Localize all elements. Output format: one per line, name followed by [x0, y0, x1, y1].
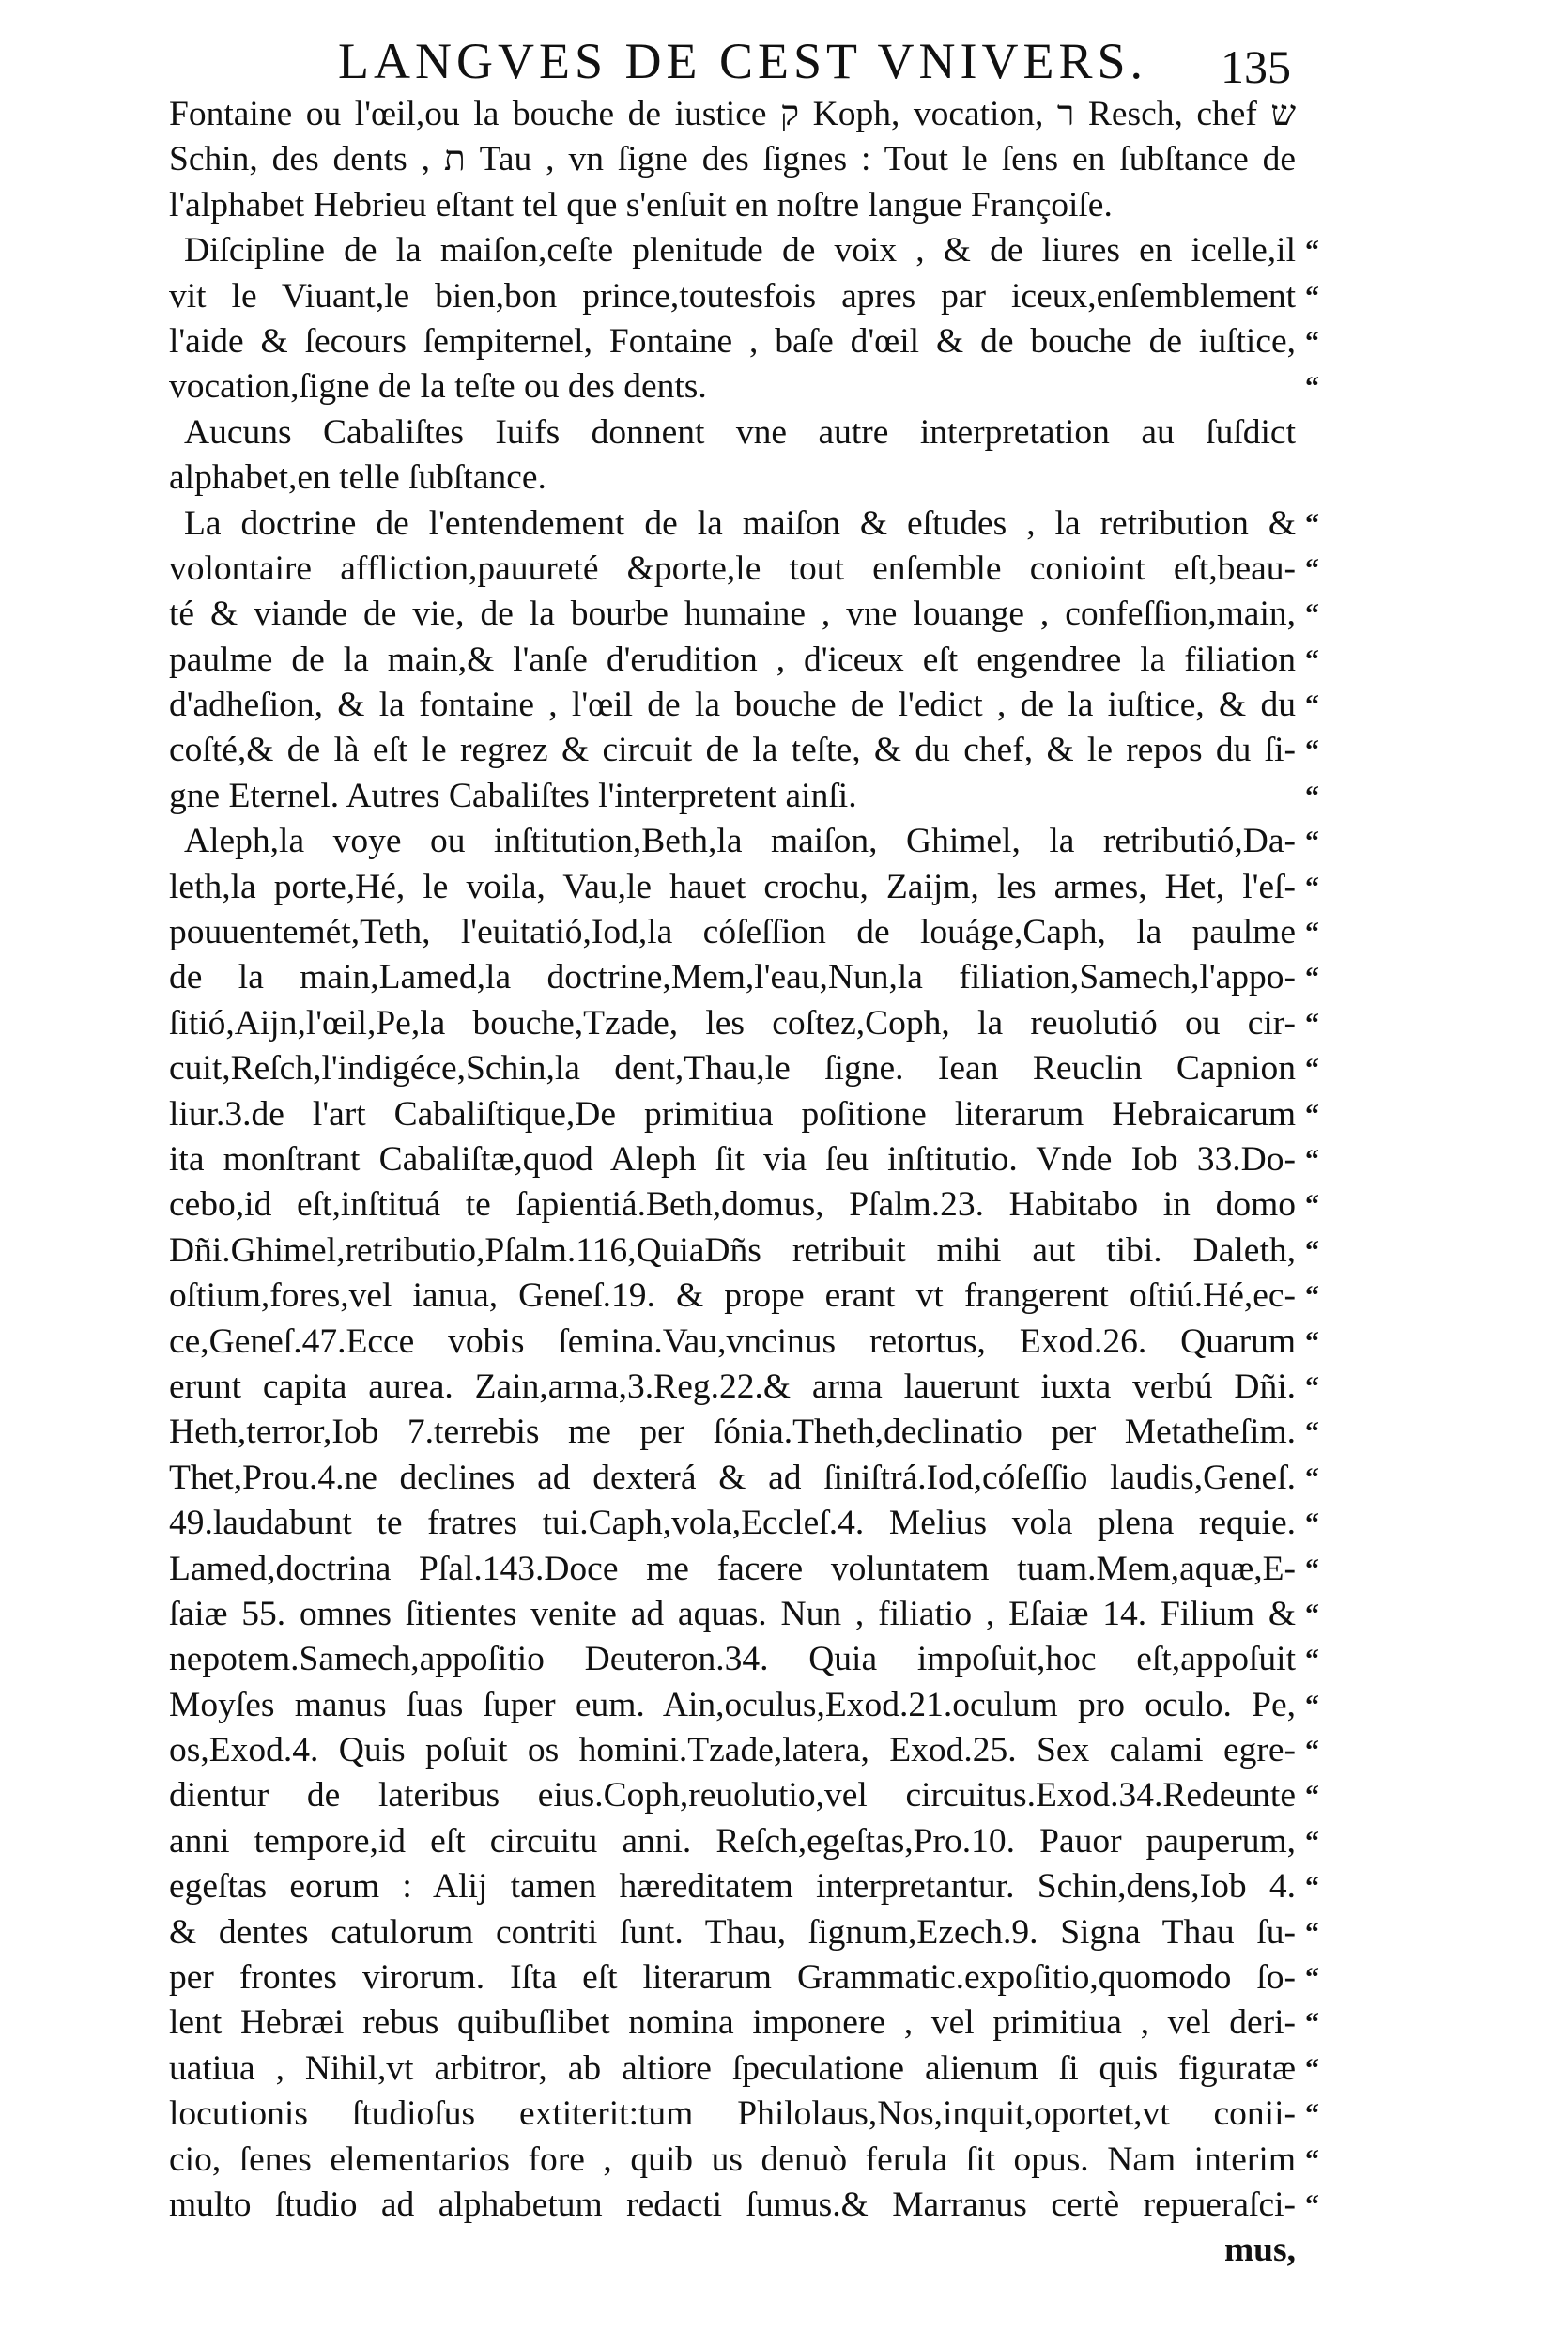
line-text: La doctrine de l'entendement de la maiſon & eſtudes , la retribution &: [184, 503, 1296, 543]
quotation-marker: “: [1305, 2052, 1319, 2084]
quotation-marker: “: [1305, 1825, 1319, 1857]
quotation-marker: “: [1305, 962, 1319, 994]
body-text: [169, 92, 1319, 2274]
quotation-marker: “: [1305, 371, 1319, 403]
quotation-marker: “: [1305, 598, 1319, 630]
line-text: os,Exod.4. Quis poſuit os homini.Tzade,latera, Exod.25. Sex calami egre-: [169, 1731, 1296, 1770]
text-line: [169, 1637, 1319, 1682]
text-line: [169, 1274, 1319, 1319]
quotation-marker: “: [1305, 1780, 1319, 1812]
line-text: ce,Geneſ.47.Ecce vobis ſemina.Vau,vncinus retortus, Exod.26. Quarum: [169, 1321, 1296, 1361]
quotation-marker: “: [1305, 1098, 1319, 1130]
quotation-marker: “: [1305, 1916, 1319, 1948]
line-text: té & viande de vie, de la bourbe humaine , vne louange , confeſſion,main,: [169, 595, 1296, 634]
text-line: [169, 1228, 1319, 1274]
text-line: [169, 2000, 1319, 2046]
text-line: [169, 2047, 1319, 2092]
quotation-marker: “: [1305, 689, 1319, 721]
line-text: Thet,Prou.4.ne declines ad dexterá & ad ſiniſtrá.Iod,cóſeſſio laudis,Geneſ.: [169, 1458, 1296, 1497]
line-text: volontaire affliction,pauureté &porte,le tout enſemble conioint eſt,beau-: [169, 548, 1296, 588]
quotation-marker: “: [1305, 1007, 1319, 1039]
line-text: per frontes virorum. Iſta eſt literarum Grammatic.expoſitio,quomodo ſo-: [169, 1958, 1296, 1998]
quotation-marker: “: [1305, 1689, 1319, 1721]
line-text: cebo,id eſt,inſtituá te ſapientiá.Beth,domus, Pſalm.23. Habitabo in domo: [169, 1185, 1296, 1225]
line-text: erunt capita aurea. Zain,arma,3.Reg.22.& arma lauerunt iuxta verbú Dñi.: [169, 1367, 1296, 1406]
text-line: [169, 92, 1296, 137]
quotation-marker: “: [1305, 507, 1319, 539]
line-text: dientur de lateribus eius.Coph,reuolutio,vel circuitus.Exod.34.Redeunte: [169, 1776, 1296, 1815]
text-line: [169, 1955, 1319, 2000]
quotation-marker: “: [1305, 826, 1319, 857]
text-line: [169, 1456, 1319, 1501]
line-text: Heth,terror,Iob 7.terrebis me per ſónia.Theth,declinatio per Metatheſim.: [169, 1413, 1296, 1452]
text-line: [169, 1592, 1319, 1637]
text-line: [169, 2092, 1319, 2137]
text-line: [169, 1137, 1319, 1182]
quotation-marker: “: [1305, 2098, 1319, 2130]
quotation-marker: “: [1305, 235, 1319, 267]
line-text: leth,la porte,Hé, le voila, Vau,le hauet crochu, Zaijm, les armes, Het, l'eſ-: [169, 867, 1296, 906]
line-text: Fontaine ou l'œil,ou la bouche de iustice ק Koph, vocation, ר Resch, chef ש: [169, 95, 1296, 133]
text-line: [169, 137, 1296, 182]
text-line: [169, 1320, 1319, 1365]
line-text: pouuentemét,Teth, l'euitatió,Iod,la cóſeſſion de louáge,Caph, la paulme: [169, 913, 1296, 952]
quotation-marker: “: [1305, 917, 1319, 949]
line-text: de la main,Lamed,la doctrine,Mem,l'eau,Nun,la filiation,Samech,l'appo-: [169, 958, 1296, 997]
quotation-marker: “: [1305, 1871, 1319, 1903]
catchword: mus,: [1223, 2231, 1296, 2270]
quotation-marker: “: [1305, 1598, 1319, 1630]
quotation-marker: “: [1305, 1189, 1319, 1221]
line-text: ita monſtrant Cabaliſtæ,quod Aleph ſit via ſeu inſtitutio. Vnde Iob 33.Do-: [169, 1139, 1296, 1179]
text-line: [169, 456, 1296, 501]
quotation-marker: “: [1305, 2007, 1319, 2039]
line-text: egeſtas eorum : Alij tamen hæreditatem interpretantur. Schin,dens,Iob 4.: [169, 1867, 1296, 1907]
quotation-marker: “: [1305, 552, 1319, 584]
text-line: [169, 547, 1319, 592]
line-text: alphabet,en telle ſubſtance.: [169, 458, 546, 498]
line-text: & dentes catulorum contriti ſunt. Thau, ſignum,Ezech.9. Signa Thau ſu-: [169, 1912, 1296, 1952]
quotation-marker: “: [1305, 734, 1319, 766]
quotation-marker: “: [1305, 1552, 1319, 1584]
line-text: 49.laudabunt te fratres tui.Caph,vola,Eccleſ.4. Melius vola plena requie.: [169, 1504, 1296, 1543]
line-text: nepotem.Samech,appoſitio Deuteron.34. Quia impoſuit,hoc eſt,appoſuit: [169, 1640, 1296, 1679]
line-text: gne Eternel. Autres Cabaliſtes l'interpretent ainſi.: [169, 776, 857, 815]
text-line: [169, 638, 1319, 683]
text-line: [169, 1773, 1319, 1818]
text-line: [169, 1410, 1319, 1455]
line-text: liur.3.de l'art Cabaliſtique,De primitiua poſitione literarum Hebraicarum: [169, 1094, 1296, 1134]
text-line: [169, 1910, 1319, 1955]
quotation-marker: “: [1305, 1507, 1319, 1539]
quotation-marker: “: [1305, 325, 1319, 357]
line-text: coſté,& de là eſt le regrez & circuit de la teſte, & du chef, & le repos du ſi-: [169, 731, 1296, 770]
running-head: LANGVES DE CEST VNIVERS.: [338, 33, 1148, 89]
line-text: paulme de la main,& l'anſe d'erudition , d'iceux eſt engendree la filiation: [169, 640, 1296, 679]
line-text: Dñi.Ghimel,retributio,Pſalm.116,QuiaDñs retribuit mihi aut tibi. Daleth,: [169, 1230, 1296, 1270]
line-text: cio, ſenes elementarios fore , quib us denuò ferula ſit opus. Nam interim: [169, 2139, 1296, 2179]
quotation-marker: “: [1305, 2188, 1319, 2220]
line-text: Moyſes manus ſuas ſuper eum. Ain,oculus,Exod.21.oculum pro oculo. Pe,: [169, 1685, 1296, 1724]
text-line: [169, 1046, 1319, 1091]
line-text: oſtium,fores,vel ianua, Geneſ.19. & prope erant vt frangerent oſtiú.Hé,ec-: [169, 1276, 1296, 1316]
text-line: [169, 1683, 1319, 1728]
line-text: ſaiæ 55. omnes ſitientes venite ad aquas. Nun , filiatio , Eſaiæ 14. Filium &: [169, 1594, 1296, 1633]
quotation-marker: “: [1305, 1053, 1319, 1085]
line-text: vocation,ſigne de la teſte ou des dents.: [169, 367, 707, 407]
quotation-marker: “: [1305, 1234, 1319, 1266]
quotation-marker: “: [1305, 1735, 1319, 1767]
quotation-marker: “: [1305, 643, 1319, 675]
quotation-marker: “: [1305, 1370, 1319, 1402]
text-line: [169, 1728, 1319, 1773]
quotation-marker: “: [1305, 871, 1319, 903]
line-text: l'alphabet Hebrieu eſtant tel que s'enſuit en noſtre langue Françoiſe.: [169, 185, 1113, 224]
quotation-marker: “: [1305, 1325, 1319, 1357]
quotation-marker: “: [1305, 1280, 1319, 1312]
line-text: Aleph,la voye ou inſtitution,Beth,la maiſon, Ghimel, la retributió,Da-: [184, 822, 1296, 861]
line-text: uatiua , Nihil,vt arbitror, ab altiore ſpeculatione alienum ſi quis figuratæ: [169, 2048, 1296, 2088]
text-line: [169, 2138, 1319, 2183]
quotation-marker: “: [1305, 1416, 1319, 1448]
line-text: Schin, des dents , ת Tau , vn ſigne des ſignes : Tout le ſens en ſubſtance de: [169, 140, 1296, 179]
text-line: [169, 592, 1319, 637]
text-line: [169, 1365, 1319, 1410]
text-line: [169, 1001, 1319, 1046]
text-line: [169, 728, 1319, 773]
line-text: anni tempore,id eſt circuitu anni. Reſch,egeſtas,Pro.10. Pauor pauperum,: [169, 1821, 1296, 1861]
text-line: [169, 502, 1319, 547]
text-line: [169, 183, 1296, 228]
quotation-marker: “: [1305, 780, 1319, 811]
line-text: d'adheſion, & la fontaine , l'œil de la bouche de l'edict , de la iuſtice, & du: [169, 686, 1296, 725]
line-text: cuit,Reſch,l'indigéce,Schin,la dent,Thau,le ſigne. Iean Reuclin Capnion: [169, 1049, 1296, 1089]
text-line: [169, 774, 1319, 819]
text-line: [169, 865, 1319, 910]
text-line: [169, 364, 1319, 409]
text-line: [169, 1092, 1319, 1137]
quotation-marker: “: [1305, 1461, 1319, 1493]
line-text: Lamed,doctrina Pſal.143.Doce me facere voluntatem tuam.Mem,aquæ,E-: [169, 1549, 1296, 1588]
text-line: [169, 955, 1319, 1000]
text-line: [169, 1182, 1319, 1228]
line-text: locutionis ſtudioſus extiterit:tum Philolaus,Nos,inquit,oportet,vt conii-: [169, 2094, 1296, 2134]
text-line: [169, 1864, 1319, 1909]
line-text: ſitió,Aijn,l'œil,Pe,la bouche,Tzade, les coſtez,Coph, la reuolutió ou cir-: [169, 1003, 1296, 1043]
line-text: lent Hebræi rebus quibuſlibet nomina imponere , vel primitiua , vel deri-: [169, 2003, 1296, 2043]
text-line: [169, 410, 1296, 456]
text-line: [169, 228, 1319, 273]
text-line: [169, 274, 1319, 319]
quotation-marker: “: [1305, 2143, 1319, 2175]
line-text: l'aide & ſecours ſempiternel, Fontaine , baſe d'œil & de bouche de iuſtice,: [169, 321, 1296, 361]
quotation-marker: “: [1305, 1962, 1319, 1994]
text-line: [169, 319, 1319, 364]
quotation-marker: “: [1305, 1143, 1319, 1175]
line-text: vit le Viuant,le bien,bon prince,toutesfois apres par iceux,enſemblement: [169, 276, 1296, 316]
text-line: [169, 1501, 1319, 1546]
line-text: multo ſtudio ad alphabetum redacti ſumus.& Marranus certè repueraſci-: [169, 2185, 1296, 2224]
text-line: [169, 1819, 1319, 1864]
text-line: [169, 910, 1319, 955]
page-number: 135: [1221, 40, 1291, 93]
line-text: Diſcipline de la maiſon,ceſte plenitude de voix , & de liures en icelle,il: [184, 231, 1296, 270]
text-line: [169, 819, 1319, 864]
text-line: [169, 683, 1319, 728]
text-line: [169, 2183, 1319, 2228]
quotation-marker: “: [1305, 280, 1319, 312]
quotation-marker: “: [1305, 1644, 1319, 1676]
line-text: Aucuns Cabaliſtes Iuifs donnent vne autre interpretation au ſuſdict: [184, 412, 1296, 452]
text-line: [169, 1547, 1319, 1592]
